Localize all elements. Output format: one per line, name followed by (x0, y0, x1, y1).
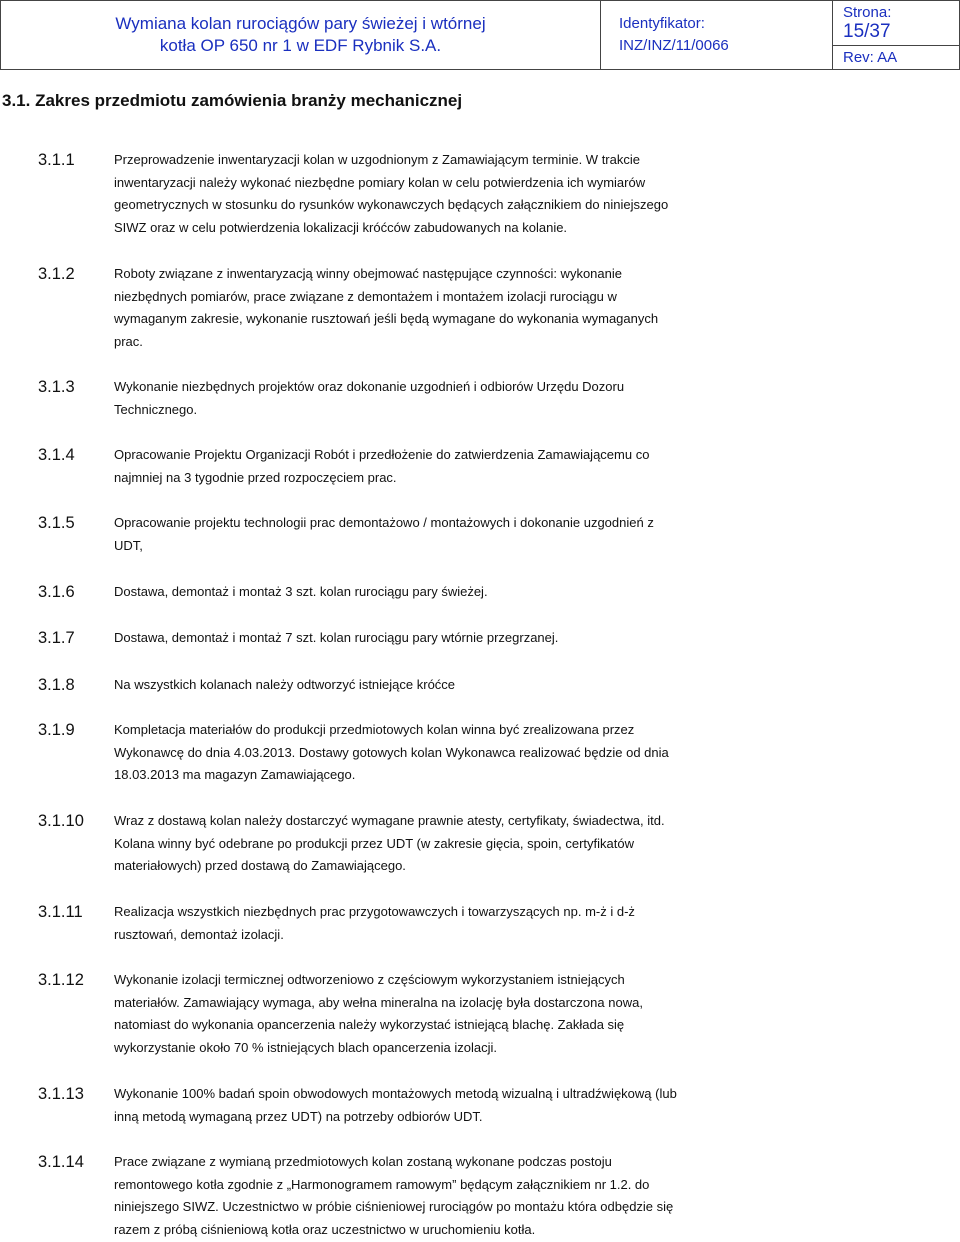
item-line: geometrycznych w stosunku do rysunków wykonawczych będących załącznikiem do niniejszego (114, 197, 669, 213)
item-line: Technicznego. (114, 401, 198, 417)
item-line: UDT, (114, 537, 143, 553)
item-line: Dostawa, demontaż i montaż 7 szt. kolan rurociągu pary wtórnie przegrzanej. (114, 630, 559, 645)
item-line: Roboty związane z inwentaryzacją winny obejmować następujące czynności: wykonanie (114, 266, 622, 281)
item-line: niezbędnych pomiarów, prace związane z demontażem i montażem izolacji rurociągu w (114, 288, 617, 304)
item-line: Wykonanie izolacji termicznej odtworzeniowo z częściowym wykorzystaniem istniejących (114, 972, 625, 987)
item-line: materiałów. Zamawiający wymaga, aby wełna mineralna na izolację była dostarczona nowa, (114, 994, 643, 1010)
identifier-value: INZ/INZ/11/0066 (619, 37, 729, 54)
item-line: Prace związane z wymianą przedmiotowych kolan zostaną wykonane podczas postoju (114, 1154, 612, 1169)
item-text (114, 149, 960, 240)
revision: Rev: AA (843, 49, 898, 66)
item-text (114, 263, 960, 354)
item-text (114, 969, 960, 1060)
item-text (114, 512, 960, 557)
item-text (114, 1083, 960, 1128)
item-line: remontowego kotła zgodnie z „Harmonogramem ramowym” będącym załącznikiem nr 1.2. do (114, 1176, 650, 1192)
item-number: 3.1.11 (38, 903, 83, 921)
item-line: materiałowych) przed dostawą do Zamawiającego. (114, 858, 406, 874)
item-text (114, 581, 960, 604)
document-header (0, 0, 960, 70)
item-text (114, 810, 960, 878)
page-number: 15/37 (843, 20, 891, 42)
item-number: 3.1.3 (38, 378, 75, 396)
item-line: Opracowanie projektu technologii prac demontażowo / montażowych i dokonanie uzgodnień z (114, 515, 654, 530)
item-line: SIWZ oraz w celu potwierdzenia lokalizacji króćców zabudowanych na kolanie. (114, 220, 568, 236)
item-line: wymaganym zakresie, wykonanie rusztowań jeśli będą wymagane do wykonania wymaganych (114, 311, 659, 327)
item-line: Realizacja wszystkich niezbędnych prac przygotowawczych i towarzyszących np. m-ż i d-ż (114, 904, 635, 919)
page-label: Strona: (843, 3, 892, 21)
header-page-cell (833, 1, 959, 69)
header-title-cell (1, 1, 601, 69)
item-number: 3.1.9 (38, 721, 75, 739)
item-line: Przeprowadzenie inwentaryzacji kolan w uzgodnionym z Zamawiającym terminie. W trakcie (114, 152, 640, 167)
item-line: razem z próbą ciśnieniową kotła oraz uczestnictwo w uruchomieniu kotła. (114, 1222, 536, 1238)
item-number: 3.1.10 (38, 812, 84, 830)
item-number: 3.1.14 (38, 1153, 84, 1171)
item-line: inwentaryzacji należy wykonać niezbędne pomiary kolan w celu potwierdzenia ich wymiarów (114, 174, 646, 190)
item-line: Opracowanie Projektu Organizacji Robót i przedłożenie do zatwierdzenia Zamawiającemu co (114, 447, 650, 462)
header-title-line-2: kotła OP 650 nr 1 w EDF Rybnik S.A. (159, 36, 442, 55)
section-title: 3.1. Zakres przedmiotu zamówienia branży mechanicznej (2, 91, 463, 110)
item-line: wykorzystanie około 70 % istniejących blach opancerzenia izolacji. (114, 1040, 497, 1056)
item-text (114, 674, 960, 697)
item-text (114, 719, 960, 787)
item-line: Na wszystkich kolanach należy odtworzyć istniejące króćce (114, 677, 456, 692)
item-number: 3.1.6 (38, 583, 75, 601)
item-number: 3.1.8 (38, 676, 75, 694)
item-line: Wraz z dostawą kolan należy dostarczyć wymagane prawnie atesty, certyfikaty, świadectwa, itd. (114, 813, 665, 828)
item-number: 3.1.13 (38, 1085, 84, 1103)
item-number: 3.1.4 (38, 446, 75, 464)
item-number: 3.1.1 (38, 151, 75, 169)
header-identifier-cell (601, 1, 833, 69)
item-line: Dostawa, demontaż i montaż 3 szt. kolan rurociągu pary świeżej. (114, 584, 488, 599)
item-line: natomiast do wykonania opancerzenia należy wykorzystać istniejącą blachę. Zakłada się (114, 1017, 625, 1033)
revision-box (833, 46, 959, 69)
item-text (114, 901, 960, 946)
item-line: prac. (114, 334, 143, 350)
item-number: 3.1.2 (38, 265, 75, 283)
item-line: najmniej na 3 tygodnie przed rozpoczęciem prac. (114, 469, 397, 485)
item-number: 3.1.12 (38, 971, 84, 989)
item-line: Wykonanie 100% badań spoin obwodowych montażowych metodą wizualną i ultradźwiękową (lub (114, 1086, 677, 1101)
identifier-label: Identyfikator: (619, 15, 705, 32)
item-line: Kolana winny być odebrane po produkcji przez UDT (w zakresie gięcia, spoin, certyfikatów (114, 835, 635, 851)
item-line: inną metodą wymaganą przez UDT) na potrzeby odbiorów UDT. (114, 1108, 483, 1124)
item-line: 18.03.2013 ma magazyn Zamawiającego. (114, 767, 356, 783)
item-line: niniejszego SIWZ. Uczestnictwo w próbie ciśnieniowej rurociągów po montażu która odbędzie się (114, 1199, 674, 1215)
page-number-box (833, 1, 959, 46)
item-line: Wykonawcę do dnia 4.03.2013. Dostawy gotowych kolan Wykonawca realizować będzie od dnia (114, 744, 669, 760)
item-text (114, 444, 960, 489)
item-line: Wykonanie niezbędnych projektów oraz dokonanie uzgodnień i odbiorów Urzędu Dozoru (114, 379, 625, 394)
item-text (114, 1151, 960, 1242)
item-line: rusztowań, demontaż izolacji. (114, 926, 284, 942)
item-number: 3.1.7 (38, 629, 75, 647)
header-title-line-1: Wymiana kolan rurociągów pary świeżej i wtórnej (115, 14, 486, 33)
item-line: Kompletacja materiałów do produkcji przedmiotowych kolan winna być zrealizowana przez (114, 722, 635, 737)
item-text (114, 376, 960, 421)
item-number: 3.1.5 (38, 514, 75, 532)
item-text (114, 627, 960, 650)
